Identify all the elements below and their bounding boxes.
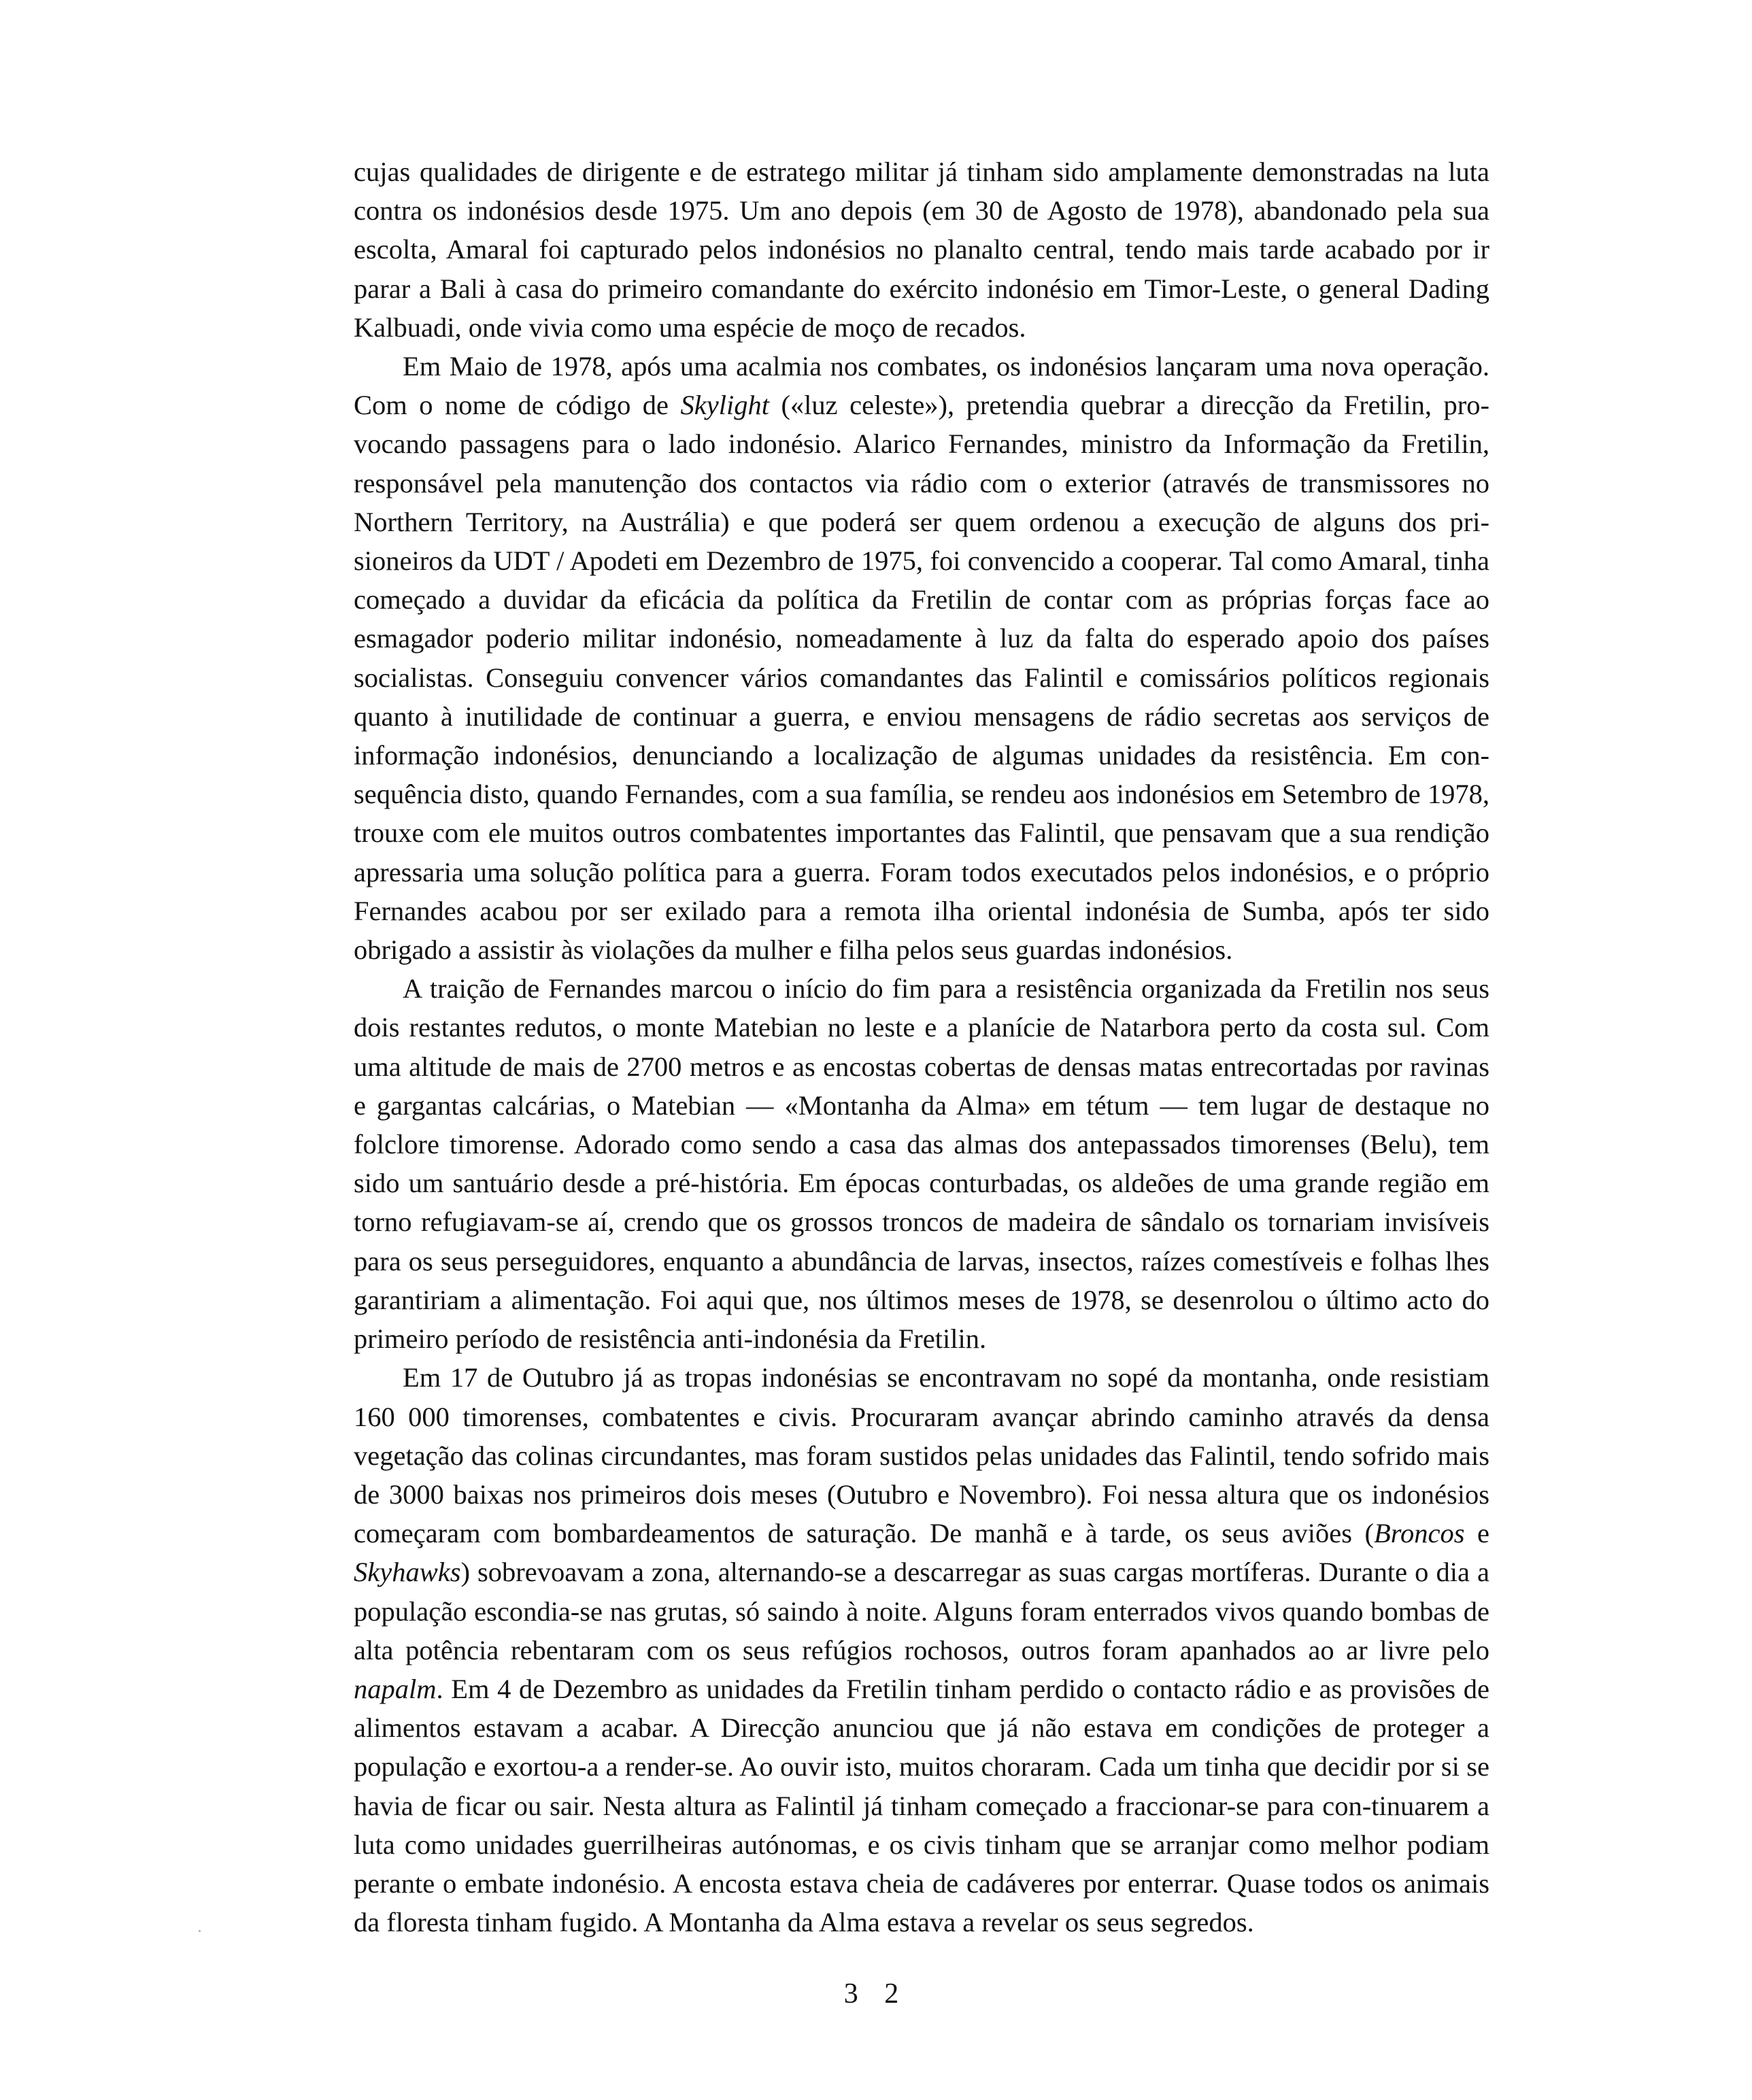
page-number: 3 2 (843, 1978, 909, 2010)
paragraph-1 (354, 152, 1489, 347)
italic-term: Broncos (1374, 1518, 1465, 1549)
text-run: . Em 4 de Dezembro as unidades da Fretilin tinham perdido o contacto rádio e as provisões de alimentos estavam a acabar. A Direcção anunciou que já não estava em condições de proteger a população e exortou-a a render-se. Ao ouvir isto, muitos choraram. Cada um tinha que decidir por si se havia de ficar ou sair. Nesta altura as Falintil já tinham começado a fraccionar-se para con-tinuarem a luta como unidades guerrilheiras autónomas, e os civis tinham que se arranjar como melhor podiam perante o embate indonésio. A encosta estava cheia de cadáveres por enterrar. Quase todos os animais da floresta tinham fugido. A Montanha da Alma estava a revelar os seus segredos. (354, 1673, 1489, 1938)
paragraph-4 (354, 1358, 1489, 1942)
italic-term: Skylight (680, 390, 769, 421)
text-run: Em Maio de 1978, após uma acalmia nos combates, os indonésios lançaram uma nova operação. Com o nome de código de (354, 351, 1489, 421)
paragraph-2 (354, 347, 1489, 969)
text-run: e (1464, 1518, 1489, 1549)
text-run: A traição de Fernandes marcou o início do fim para a resistência organizada da Fretilin nos seus dois restantes redutos, o monte Matebian no leste e a planície de Natarbora perto da costa sul. Com uma altitude de mais de 2700 metros e as encostas cobertas de densas matas entrecortadas por ravinas e gargantas calcárias, o Matebian — «Montanha da Alma» em tétum — tem lugar de destaque no folclore timorense. Adorado como sendo a casa das almas dos antepassados timorenses (Belu), tem sido um santuário desde a pré-história. Em épocas conturbadas, os aldeões de uma grande região em torno refugiavam-se aí, crendo que os grossos troncos de madeira de sândalo os tornariam invisíveis para os seus perseguidores, enquanto a abundância de larvas, insectos, raízes comestíveis e folhas lhes garantiriam a alimentação. Foi aqui que, nos últimos meses de 1978, se desenrolou o último acto do primeiro período de resistência anti-indonésia da Fretilin. (354, 973, 1489, 1355)
italic-term: Skyhawks (354, 1557, 461, 1588)
text-run: («luz celeste»), pretendia quebrar a direcção da Fretilin, pro-vocando passagens para o lado indonésio. Alarico Fernandes, ministro da Informação da Fretilin, responsável pela manutenção dos contactos via rádio com o exterior (através de transmissores no Northern Territory, na Austrália) e que poderá ser quem ordenou a execução de alguns dos pri-sioneiros da UDT / Apodeti em Dezembro de 1975, foi convencido a cooperar. Tal como Amaral, tinha começado a duvidar da eficácia da política da Fretilin de contar com as próprias forças face ao esmagador poderio militar indonésio, nomeadamente à luz da falta do esperado apoio dos países socialistas. Conseguiu convencer vários comandantes das Falintil e comissários políticos regionais quanto à inutilidade de continuar a guerra, e enviou mensagens de rádio secretas aos serviços de informação indonésios, denunciando a localização de algumas unidades da resistência. Em con-sequência disto, quando Fernandes, com a sua família, se rendeu aos indonésios em Setembro de 1978, trouxe com ele muitos outros combatentes importantes das Falintil, que pensavam que a sua rendição apressaria uma solução política para a guerra. Foram todos executados pelos indonésios, e o próprio Fernandes acabou por ser exilado para a remota ilha oriental indonésia de Sumba, após ter sido obrigado a assistir às violações da mulher e filha pelos seus guardas indonésios. (354, 390, 1489, 966)
scan-speck (199, 1930, 201, 1932)
body-text (354, 152, 1489, 1942)
text-run: cujas qualidades de dirigente e de estratego militar já tinham sido amplamente demonstradas na luta contra os indonésios desde 1975. Um ano depois (em 30 de Agosto de 1978), abandonado pela sua escolta, Amaral foi capturado pelos indonésios no planalto central, tendo mais tarde acabado por ir parar a Bali à casa do primeiro comandante do exército indonésio em Timor-Leste, o general Dading Kalbuadi, onde vivia como uma espécie de moço de recados. (354, 156, 1489, 343)
paragraph-3 (354, 969, 1489, 1358)
text-run: ) sobrevoavam a zona, alternando-se a descarregar as suas cargas mortíferas. Durante o dia a população escondia-se nas grutas, só saindo à noite. Alguns foram enterrados vivos quando bombas de alta potência rebentaram com os seus refúgios rochosos, outros foram apanhados ao ar livre pelo (354, 1557, 1489, 1665)
text-run: Em 17 de Outubro já as tropas indonésias se encontravam no sopé da montanha, onde resistiam 160 000 timorenses, combatentes e civis. Procuraram avançar abrindo caminho através da densa vegetação das colinas circundantes, mas foram sustidos pelas unidades das Falintil, tendo sofrido mais de 3000 baixas nos primeiros dois meses (Outubro e Novembro). Foi nessa altura que os indonésios começaram com bombardeamentos de saturação. De manhã e à tarde, os seus aviões ( (354, 1362, 1489, 1549)
italic-term: napalm (354, 1673, 437, 1704)
